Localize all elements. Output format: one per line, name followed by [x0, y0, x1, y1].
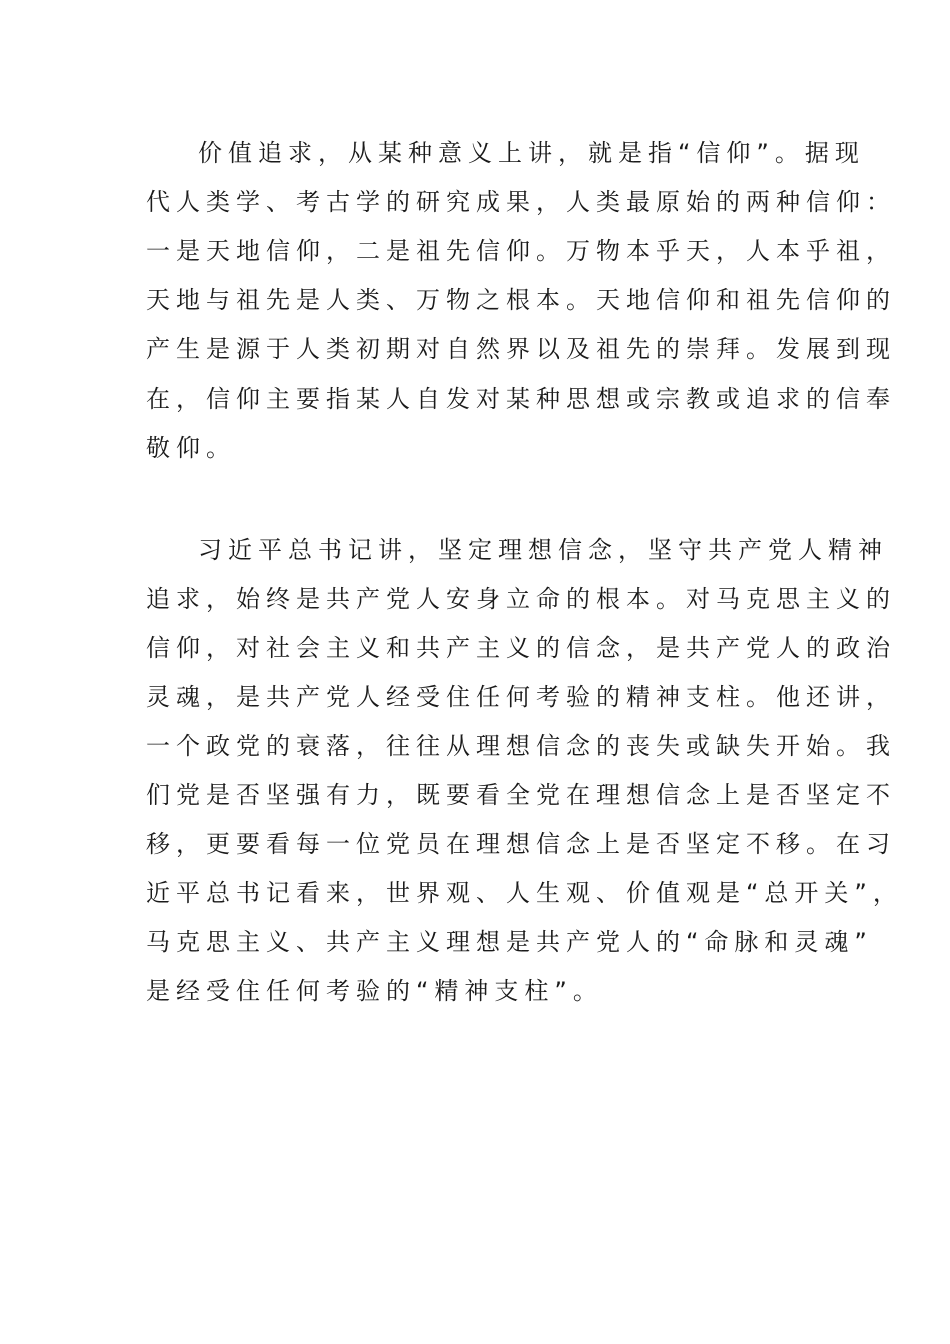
paragraph-line: 马克思主义、共产主义理想是共产党人的“命脉和灵魂” [146, 928, 873, 956]
paragraph-line: 追求，始终是共产党人安身立命的根本。对马克思主义的 [146, 585, 896, 613]
paragraph-line: 在，信仰主要指某人自发对某种思想或宗教或追求的信奉 [146, 385, 896, 413]
paragraph-line: 习近平总书记讲，坚定理想信念，坚守共产党人精神 [198, 536, 888, 564]
paragraph-line: 天地与祖先是人类、万物之根本。天地信仰和祖先信仰的 [146, 286, 896, 314]
paragraph-line: 移，更要看每一位党员在理想信念上是否坚定不移。在习 [146, 830, 896, 858]
paragraph-line: 产生是源于人类初期对自然界以及祖先的崇拜。发展到现 [146, 335, 896, 363]
paragraph-line: 一是天地信仰，二是祖先信仰。万物本乎天，人本乎祖， [146, 237, 896, 265]
paragraph-line: 是经受住任何考验的“精神支柱”。 [146, 977, 603, 1005]
paragraph-line: 一个政党的衰落，往往从理想信念的丧失或缺失开始。我 [146, 732, 896, 760]
paragraph-line: 信仰，对社会主义和共产主义的信念，是共产党人的政治 [146, 634, 896, 662]
paragraph-line: 敬仰。 [146, 434, 236, 462]
paragraph-line: 价值追求，从某种意义上讲，就是指“信仰”。据现 [198, 139, 865, 167]
paragraph-line: 们党是否坚强有力，既要看全党在理想信念上是否坚定不 [146, 781, 896, 809]
paragraph-line: 代人类学、考古学的研究成果，人类最原始的两种信仰： [146, 188, 896, 216]
paragraph-line: 近平总书记看来，世界观、人生观、价值观是“总开关”， [146, 879, 903, 907]
paragraph-line: 灵魂，是共产党人经受住任何考验的精神支柱。他还讲， [146, 683, 896, 711]
